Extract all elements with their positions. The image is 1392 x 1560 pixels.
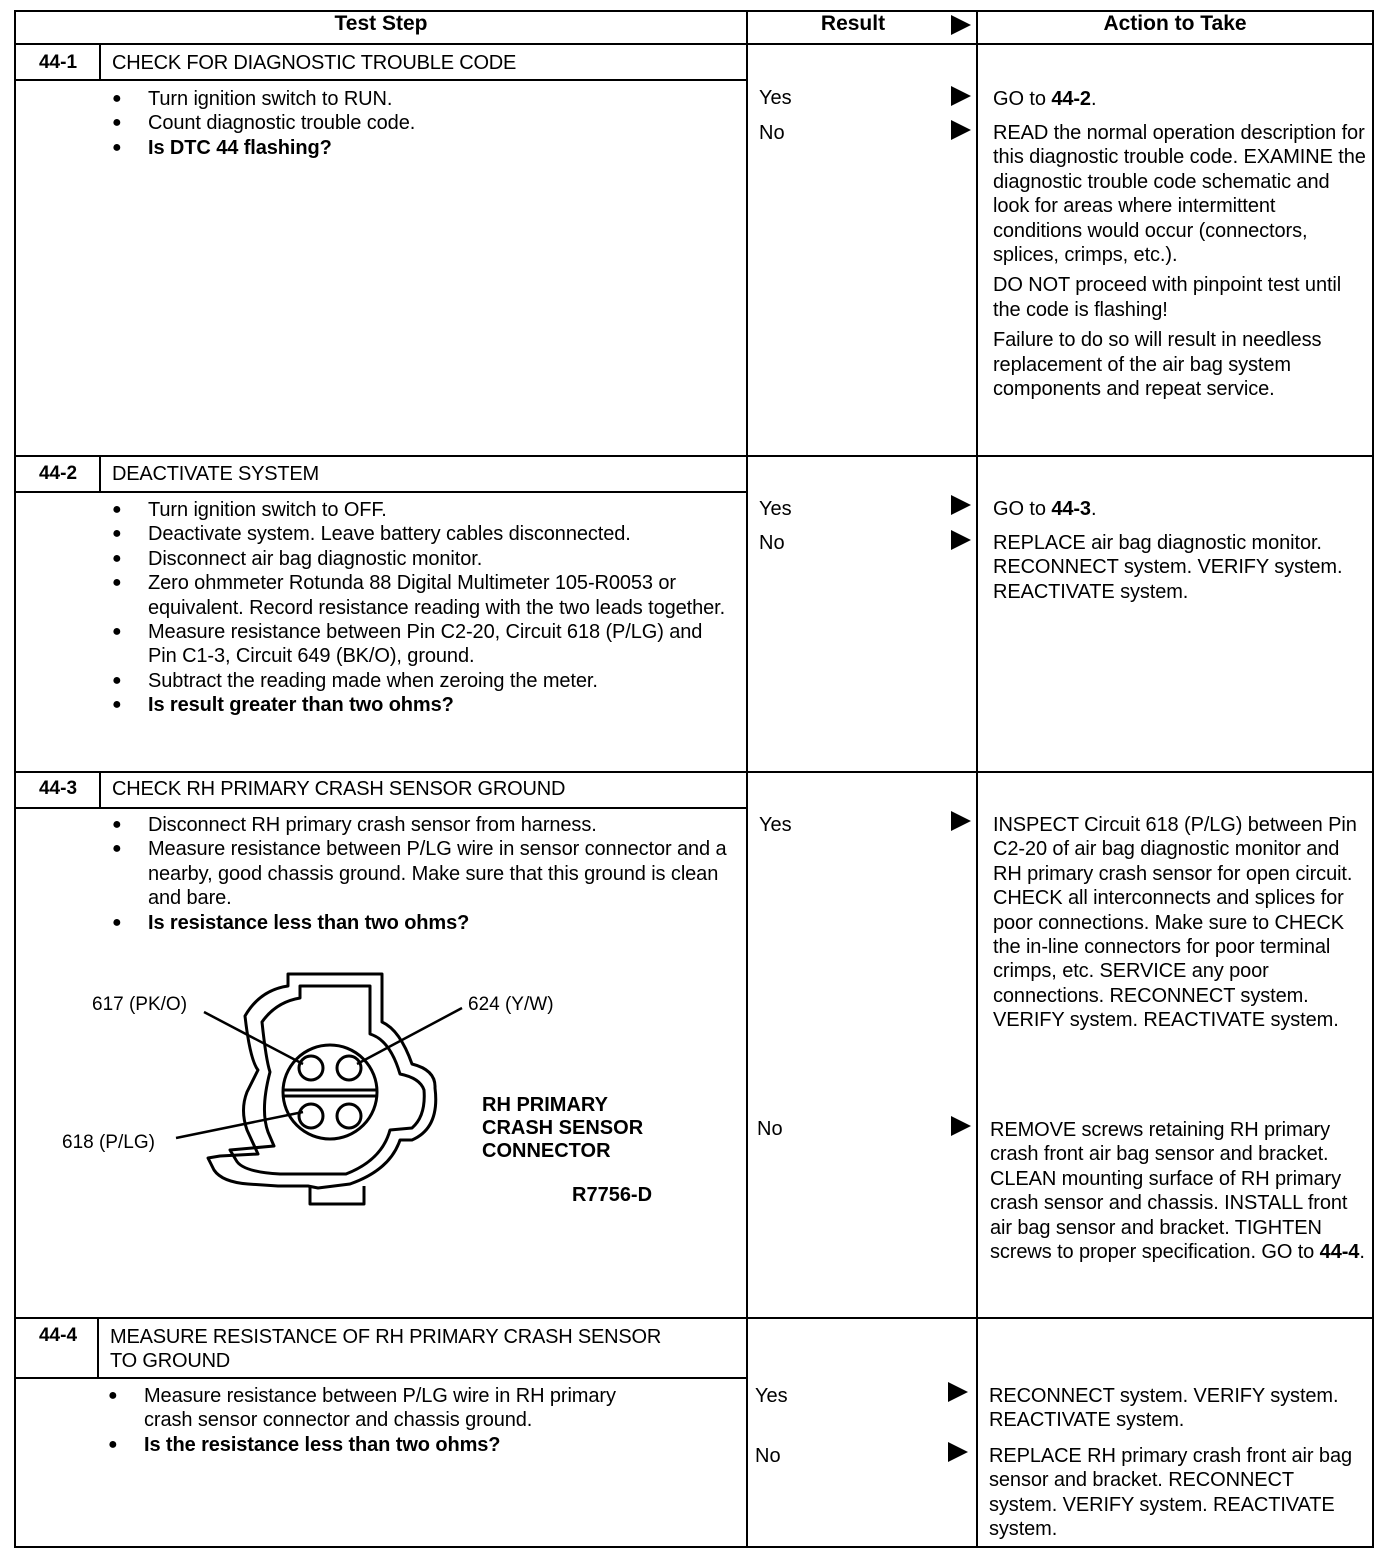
list-item: ● Measure resistance between P/LG wire in RH primary crash sensor connector and chassis ground. <box>108 1384 668 1433</box>
pin-618-label: 618 (P/LG) <box>62 1132 155 1153</box>
pin-624-label: 624 (Y/W) <box>468 994 554 1015</box>
header-action: Action to Take <box>1103 12 1247 35</box>
step-question: ● Is the resistance less than two ohms? <box>108 1433 668 1457</box>
action-paragraph: RECONNECT system. VERIFY system. REACTIVATE system. <box>989 1385 1339 1432</box>
result-arrow-icon <box>951 530 971 550</box>
title-divider <box>14 1377 746 1379</box>
step-number-44-1: 44-1 <box>38 52 78 73</box>
pin-617-label: 617 (PK/O) <box>92 994 188 1015</box>
result-no: No <box>755 1445 781 1467</box>
action-paragraph: REPLACE air bag diagnostic monitor. RECONNECT system. VERIFY system. REACTIVATE system. <box>993 532 1343 603</box>
action-no-44-1 <box>993 121 1369 407</box>
header-arrow-icon <box>951 15 971 35</box>
action-yes-44-3 <box>993 813 1369 1039</box>
step-title-44-1: CHECK FOR DIAGNOSTIC TROUBLE CODE <box>112 52 517 74</box>
title-divider <box>14 79 746 81</box>
action-paragraph: INSPECT Circuit 618 (P/LG) between Pin C2-20 of air bag diagnostic monitor and RH primary crash sensor for open circuit. CHECK all interconnects and splices for poor connections. Make sure to CHECK the in-line connectors for poor terminal crimps, etc. SERVICE any poor connections. RECONNECT system. VERIFY system. REACTIVATE system. <box>993 814 1357 1032</box>
row-divider <box>14 455 1374 457</box>
number-divider <box>99 43 101 79</box>
action-no-44-2 <box>993 531 1369 610</box>
step-instructions-44-1 <box>112 87 732 160</box>
list-item: ● Deactivate system. Leave battery cables disconnected. <box>112 522 732 546</box>
result-arrow-icon <box>948 1442 968 1462</box>
step-reference: 44-2 <box>1051 88 1091 110</box>
action-paragraph: READ the normal operation description for this diagnostic trouble code. EXAMINE the diagnostic trouble code schematic and look for areas where intermittent conditions would occur (connectors, splices, crimps, etc.). <box>993 122 1366 267</box>
step-title-44-4: MEASURE RESISTANCE OF RH PRIMARY CRASH SENSOR TO GROUND <box>110 1326 662 1372</box>
result-yes: Yes <box>759 814 792 836</box>
header-divider <box>14 43 1374 45</box>
action-yes-44-4 <box>989 1384 1365 1439</box>
result-no: No <box>759 122 785 144</box>
action-text: . <box>1359 1241 1365 1264</box>
step-number-44-4: 44-4 <box>38 1325 78 1346</box>
connector-inner-shell <box>230 986 424 1174</box>
result-no: No <box>757 1118 783 1140</box>
step-instructions-44-4 <box>108 1384 668 1457</box>
header-result: Result <box>820 12 886 35</box>
step-question: ● Is result greater than two ohms? <box>112 693 732 717</box>
step-reference: 44-4 <box>1319 1241 1360 1264</box>
step-reference: 44-3 <box>1051 498 1091 520</box>
list-item: ● Measure resistance between P/LG wire in sensor connector and a nearby, good chassis ground. Make sure that this ground is clean and bare. <box>112 837 732 910</box>
action-yes-44-2 <box>993 497 1369 521</box>
result-arrow-icon <box>951 811 971 831</box>
header-test-step: Test Step <box>334 12 428 35</box>
list-item: ● Disconnect RH primary crash sensor from harness. <box>112 813 732 837</box>
result-arrow-icon <box>951 120 971 140</box>
step-instructions-44-3 <box>112 813 732 935</box>
result-arrow-icon <box>951 86 971 106</box>
step-title-44-2: DEACTIVATE SYSTEM <box>112 463 320 485</box>
step-question: ● Is resistance less than two ohms? <box>112 911 732 935</box>
list-item: ● Subtract the reading made when zeroing the meter. <box>112 669 732 693</box>
number-divider <box>97 1317 99 1377</box>
action-text: . <box>1090 88 1097 110</box>
caption-line: CONNECTOR <box>482 1140 611 1162</box>
action-text: REMOVE screws retaining RH primary crash front air bag sensor and bracket. CLEAN mounting surface of RH primary crash sensor and chassis. INSTALL front air bag sensor and bracket. TIGHTEN screws to proper specification. GO to <box>990 1119 1348 1264</box>
action-text: GO to <box>993 88 1052 110</box>
row-divider <box>14 1317 1374 1319</box>
row-divider <box>14 771 1374 773</box>
step-number-44-3: 44-3 <box>38 778 78 799</box>
action-text: . <box>1090 498 1097 520</box>
result-arrow-icon <box>948 1382 968 1402</box>
number-divider <box>99 455 101 491</box>
step-question: ● Is DTC 44 flashing? <box>112 136 732 160</box>
result-yes: Yes <box>759 498 792 520</box>
action-no-44-4 <box>989 1444 1365 1548</box>
step-title-44-3: CHECK RH PRIMARY CRASH SENSOR GROUND <box>112 778 566 800</box>
step-number-44-2: 44-2 <box>38 463 78 484</box>
list-item: ● Turn ignition switch to OFF. <box>112 498 732 522</box>
title-divider <box>14 807 746 809</box>
result-arrow-icon <box>951 495 971 515</box>
figure-id: R7756-D <box>572 1184 653 1206</box>
caption-line: CRASH SENSOR <box>482 1117 644 1139</box>
action-text: GO to <box>993 498 1052 520</box>
list-item: ● Measure resistance between Pin C2-20, Circuit 618 (P/LG) and Pin C1-3, Circuit 649 (BK/O), ground. <box>112 620 732 669</box>
action-yes-44-1 <box>993 87 1369 111</box>
number-divider <box>99 771 101 807</box>
diagram-caption <box>482 1094 702 1163</box>
result-yes: Yes <box>759 87 792 109</box>
step-instructions-44-2 <box>112 498 732 718</box>
result-arrow-icon <box>951 1116 971 1136</box>
connector-housing <box>208 974 436 1188</box>
action-paragraph: Failure to do so will result in needless replacement of the air bag system components and repeat service. <box>993 329 1322 401</box>
title-divider <box>14 491 746 493</box>
list-item: ● Turn ignition switch to RUN. <box>112 87 732 111</box>
result-yes: Yes <box>755 1385 788 1407</box>
result-no: No <box>759 532 785 554</box>
action-no-44-3 <box>990 1118 1368 1264</box>
connector-diagram <box>150 960 490 1210</box>
action-paragraph: DO NOT proceed with pinpoint test until the code is flashing! <box>993 274 1342 321</box>
action-paragraph: REPLACE RH primary crash front air bag sensor and bracket. RECONNECT system. VERIFY system. REACTIVATE system. <box>989 1445 1352 1541</box>
list-item: ● Disconnect air bag diagnostic monitor. <box>112 547 732 571</box>
list-item: ● Count diagnostic trouble code. <box>112 111 732 135</box>
caption-line: RH PRIMARY <box>482 1094 608 1116</box>
list-item: ● Zero ohmmeter Rotunda 88 Digital Multimeter 105-R0053 or equivalent. Record resistance reading with the two leads together. <box>112 571 732 620</box>
